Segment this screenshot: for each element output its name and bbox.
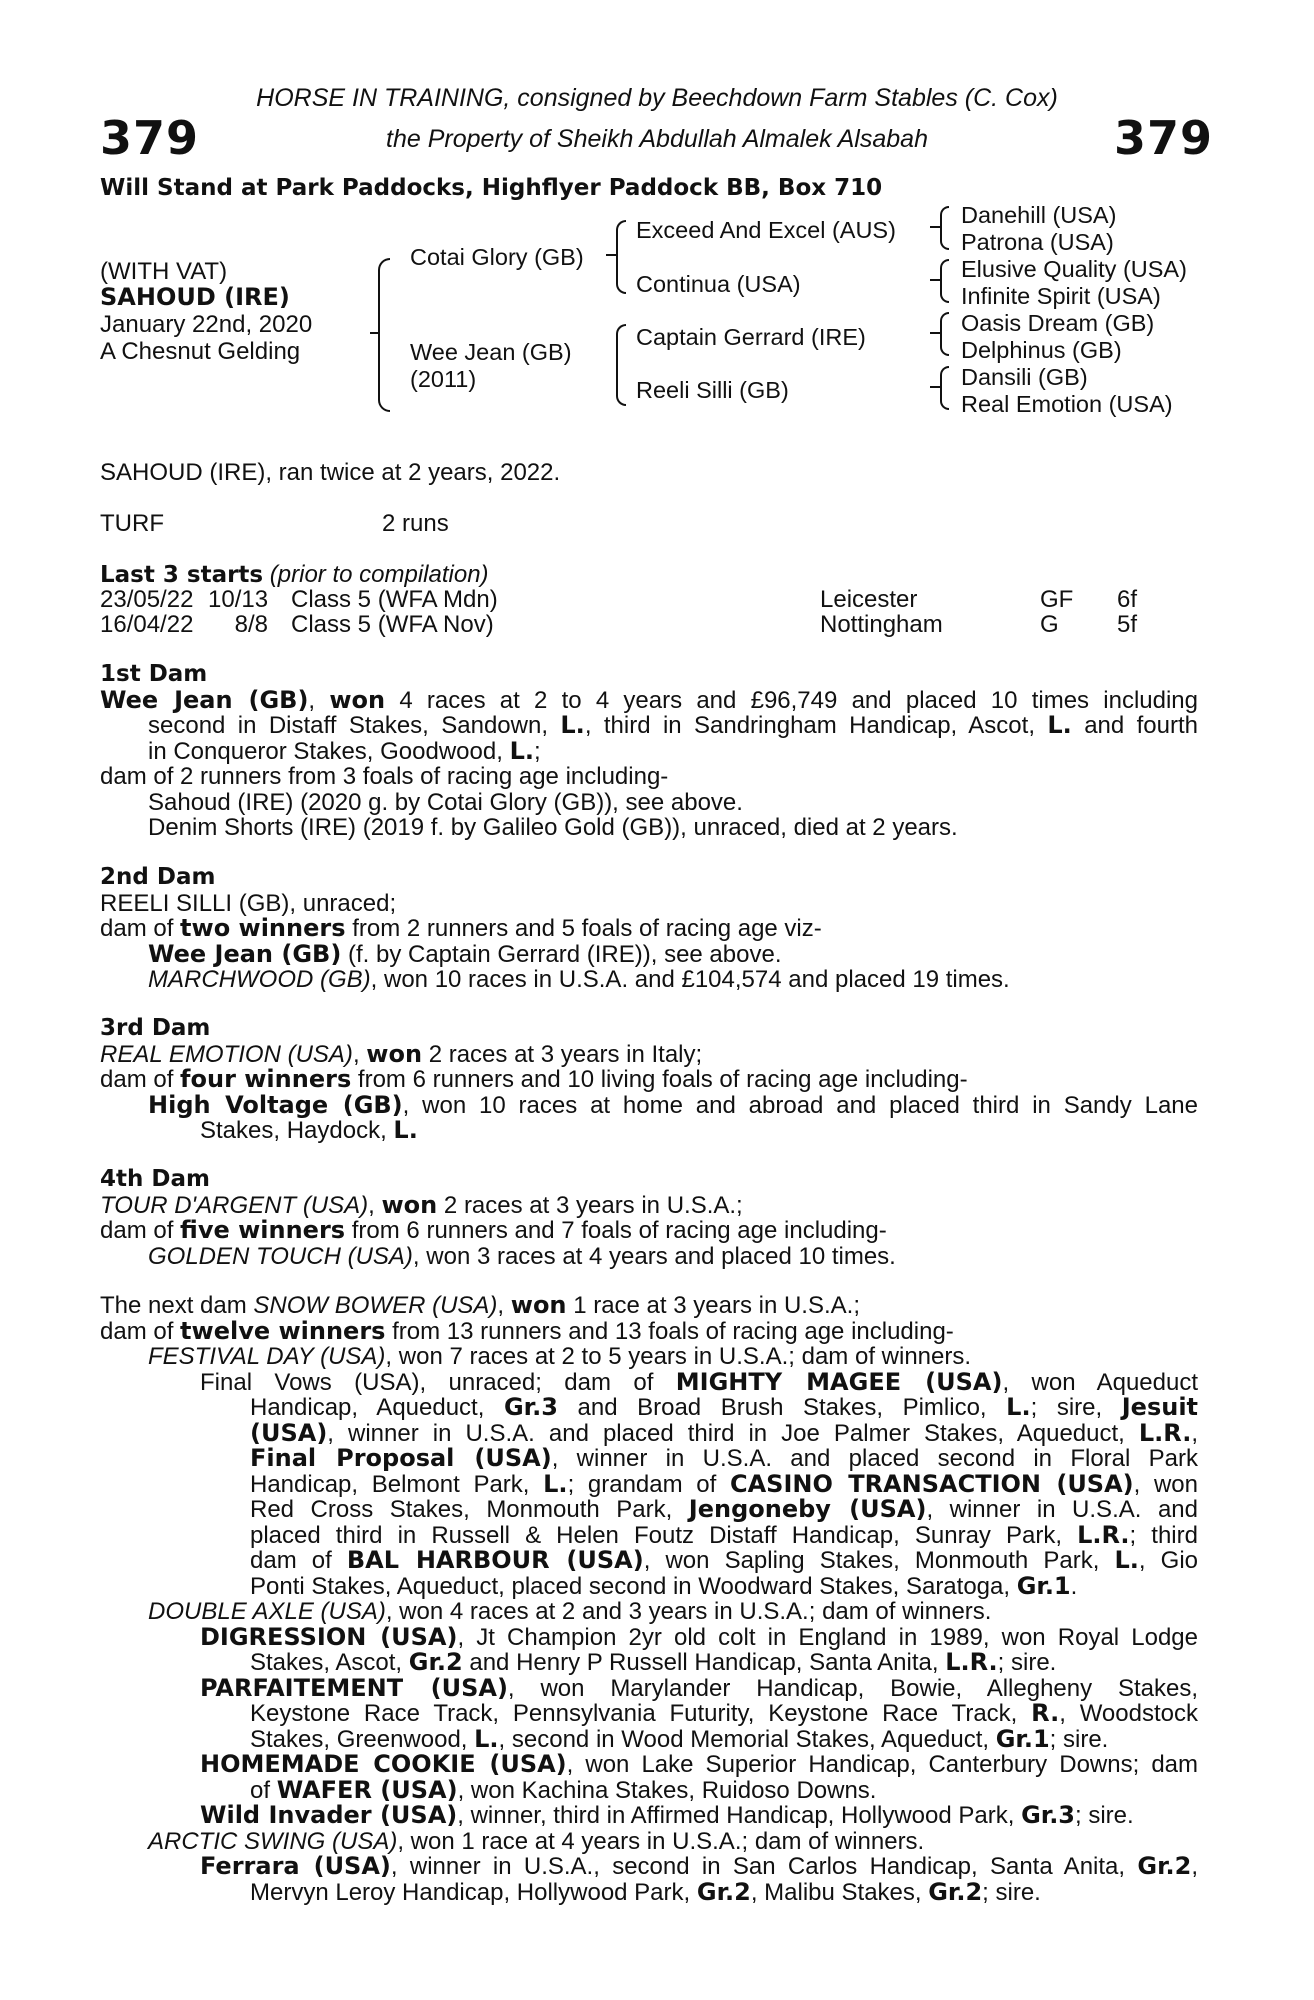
listed-mark: L.	[1114, 1546, 1139, 1574]
grade-mark: Gr.3	[1021, 1801, 1076, 1829]
pedigree-ssd: Patrona (USA)	[961, 229, 1114, 255]
start-going: G	[1040, 611, 1059, 638]
text: dam of	[100, 1217, 174, 1244]
fourth-dam-produce	[100, 1218, 1198, 1244]
horse-name-bold: Jesuit	[1121, 1393, 1199, 1421]
produce-line	[100, 1418, 1198, 1447]
brace-gen1	[378, 258, 390, 412]
horse-name-bold: Wee Jean (GB)	[148, 939, 342, 968]
produce-item	[100, 967, 1198, 993]
text: , won Sapling Stakes, Monmouth Park,	[643, 1547, 1100, 1574]
listed-mark: L.R.	[1077, 1520, 1130, 1549]
text: ,	[368, 1191, 375, 1219]
produce-line	[100, 1469, 1199, 1498]
listed-mark: L.R.	[1138, 1418, 1192, 1447]
winners-count: five winners	[180, 1216, 346, 1244]
second-dam-name: REELI SILLI (GB), unraced;	[100, 889, 397, 917]
text: ,	[352, 1040, 360, 1068]
grade-mark: Gr.2	[408, 1648, 463, 1676]
pedigree-sss: Danehill (USA)	[961, 202, 1117, 228]
next-dam-section	[100, 1293, 1198, 1905]
text: , Gio	[1138, 1547, 1198, 1574]
lot-number-left: 379	[100, 111, 200, 165]
horse-dob: January 22nd, 2020	[100, 311, 313, 338]
brace-dd	[940, 366, 949, 410]
text: in Conqueror Stakes, Goodwood,	[148, 737, 503, 765]
first-dam-line: Wee Jean (GB), won 4 races at 2 to 4 years and £96,749 and placed 10 times including	[100, 685, 1199, 714]
brace-point	[930, 226, 940, 228]
text: , third in Sandringham Handicap, Ascot,	[584, 712, 1035, 739]
horse-name-bold: PARFAITEMENT (USA)	[200, 1673, 508, 1702]
horse-name-bold: DIGRESSION (USA)	[200, 1622, 458, 1651]
listed-mark: L.	[509, 736, 534, 765]
text: 2 races at 3 years in U.S.A.;	[443, 1191, 743, 1219]
pedigree-sdd: Infinite Spirit (USA)	[961, 283, 1161, 309]
produce-line	[100, 1724, 1198, 1753]
text: from 2 runners and 5 foals of racing age viz-	[352, 915, 822, 942]
start-course: Nottingham	[820, 611, 943, 638]
brace-sd	[940, 259, 949, 303]
second-dam-section	[100, 865, 1198, 993]
horse-name-bold: Final Proposal (USA)	[250, 1444, 552, 1472]
listed-mark: L.	[393, 1116, 418, 1144]
text: , won 3 races at 4 years and placed 10 times.	[412, 1242, 896, 1270]
text: from 6 runners and 7 foals of racing age including-	[351, 1217, 887, 1244]
last-starts-note: (prior to compilation)	[269, 561, 489, 588]
produce-item	[100, 1090, 1198, 1119]
horse-name-italic: SNOW BOWER (USA)	[253, 1292, 498, 1319]
text: , second in Wood Memorial Stakes, Aqueduct,	[498, 1725, 990, 1753]
pedigree-dam: Wee Jean (GB)	[410, 339, 572, 365]
restricted-mark: R.	[1031, 1699, 1060, 1727]
horse-name-italic: MARCHWOOD (GB)	[148, 966, 371, 993]
start-position: 8/8	[234, 611, 268, 638]
text: ,	[1191, 1853, 1198, 1880]
text: , Jt Champion 2yr old colt in England in 1989, won Royal Lodge	[457, 1623, 1198, 1651]
produce-item	[100, 1118, 1198, 1144]
second-dam-produce	[100, 916, 1198, 942]
produce-item	[100, 1367, 1199, 1396]
produce-line	[100, 1571, 1198, 1600]
produce-item: Sahoud (IRE) (2020 g. by Cotai Glory (GB)), see above.	[148, 788, 743, 816]
text: Stakes, Ascot,	[250, 1649, 403, 1676]
brace-point	[370, 332, 380, 334]
horse-description: A Chesnut Gelding	[100, 338, 301, 365]
produce-line	[100, 1548, 1198, 1574]
third-dam-heading: 3rd Dam	[100, 1015, 211, 1041]
brace-dam	[616, 324, 626, 406]
winners-count: two winners	[180, 914, 346, 942]
produce-item	[100, 1244, 1198, 1270]
property-line: the Property of Sheikh Abdullah Almalek Alsabah	[386, 125, 928, 153]
first-dam-produce: dam of 2 runners from 3 foals of racing age including-	[100, 763, 669, 790]
text: dam of	[100, 1066, 174, 1093]
third-dam-produce	[100, 1067, 1198, 1093]
text: from 6 runners and 10 living foals of racing age including-	[357, 1066, 968, 1093]
start-date: 16/04/22	[100, 611, 194, 638]
start-course: Leicester	[820, 586, 918, 613]
horse-name-bold: MIGHTY MAGEE (USA)	[675, 1367, 1003, 1396]
next-dam-produce	[100, 1316, 1198, 1345]
produce-item	[100, 1752, 1198, 1778]
produce-line	[100, 1877, 1198, 1906]
start-position: 10/13	[208, 586, 269, 613]
text: from 13 runners and 13 foals of racing age including-	[392, 1317, 954, 1345]
last-starts-title: Last 3 starts	[100, 562, 264, 588]
horse-name-bold: (USA)	[250, 1418, 328, 1447]
text: ; sire.	[982, 1878, 1041, 1906]
text: , won 10 races in U.S.A. and £104,574 and placed 19 times.	[370, 966, 1010, 993]
text: Stakes, Greenwood,	[250, 1725, 468, 1753]
horse-name-bold: BAL HARBOUR (USA)	[346, 1546, 644, 1574]
horse-name-italic: ARCTIC SWING (USA)	[148, 1827, 398, 1855]
produce-line	[100, 1775, 1198, 1804]
horse-name-bold: High Voltage (GB)	[148, 1090, 403, 1119]
produce-item	[100, 939, 1198, 968]
produce-line	[100, 1520, 1198, 1549]
stand-location: Will Stand at Park Paddocks, Highflyer Paddock BB, Box 710	[100, 175, 883, 201]
turf-label: TURF	[100, 510, 164, 537]
horse-name-bold: Wild Invader (USA)	[200, 1801, 458, 1829]
brace-sire	[616, 220, 626, 294]
text: and fourth	[1084, 712, 1198, 739]
listed-mark: L.	[560, 711, 585, 739]
vat-note: (WITH VAT)	[100, 258, 228, 285]
first-dam-text: 4 races at 2 to 4 years and £96,749 and placed 10 times including	[399, 686, 1199, 714]
start-class: Class 5 (WFA Nov)	[291, 611, 494, 638]
first-dam-name: Wee Jean (GB)	[100, 685, 309, 714]
horse-name-italic: FESTIVAL DAY (USA)	[148, 1343, 386, 1370]
text: ,	[497, 1292, 505, 1319]
fourth-dam-section	[100, 1167, 1198, 1269]
horse-name-bold: Jengoneby (USA)	[688, 1495, 927, 1523]
text: , won Kachina Stakes, Ruidoso Downs.	[457, 1776, 877, 1804]
text: of	[250, 1776, 271, 1804]
pedigree-ss: Exceed And Excel (AUS)	[636, 217, 896, 243]
won-label: won	[381, 1190, 438, 1219]
first-dam-line	[100, 713, 1198, 739]
text: ; sire.	[1049, 1725, 1109, 1753]
produce-item	[100, 1803, 1198, 1829]
produce-line	[100, 1650, 1198, 1676]
grade-mark: Gr.2	[1137, 1852, 1192, 1880]
second-dam-heading: 2nd Dam	[100, 864, 216, 890]
text: , winner in U.S.A. and placed third in Joe Palmer Stakes, Aqueduct,	[327, 1419, 1125, 1447]
won-label: won	[510, 1291, 567, 1319]
start-distance: 6f	[1117, 586, 1138, 613]
produce-line	[100, 1701, 1198, 1727]
fourth-dam-heading: 4th Dam	[100, 1166, 210, 1192]
text: , Malibu Stakes,	[750, 1878, 922, 1906]
brace-point	[606, 254, 616, 256]
text: placed third in Russell & Helen Foutz Distaff Handicap, Sunray Park,	[250, 1521, 1063, 1549]
text: 2 races at 3 years in Italy;	[428, 1040, 703, 1068]
third-dam-line	[100, 1039, 1198, 1068]
text: ; grandam of	[567, 1470, 717, 1498]
text: ;	[533, 737, 541, 765]
won-label: won	[366, 1039, 423, 1068]
produce-item	[100, 1854, 1198, 1880]
text: dam of	[100, 1317, 174, 1345]
text: .	[1070, 1572, 1078, 1600]
brace-ss	[940, 206, 949, 250]
text: , won Marylander Handicap, Bowie, Allegheny Stakes,	[507, 1674, 1199, 1702]
pedigree-dds: Dansili (GB)	[961, 364, 1088, 390]
won-label: won	[329, 685, 386, 714]
pedigree-dam-year: (2011)	[410, 366, 477, 392]
produce-item: Denim Shorts (IRE) (2019 f. by Galileo Gold (GB)), unraced, died at 2 years.	[148, 814, 958, 841]
start-going: GF	[1040, 586, 1074, 613]
text: , won	[1133, 1470, 1199, 1498]
text: ; sire,	[1030, 1394, 1103, 1421]
produce-item	[100, 1599, 1198, 1625]
first-dam-line	[100, 736, 1198, 765]
brace-point	[930, 386, 940, 388]
fourth-dam-line	[100, 1190, 1198, 1219]
listed-mark: L.	[543, 1469, 568, 1498]
text: , winner in U.S.A. and	[926, 1496, 1198, 1523]
third-dam-section	[100, 1016, 1198, 1144]
winners-count: four winners	[180, 1065, 352, 1093]
pedigree-dss: Oasis Dream (GB)	[961, 310, 1155, 336]
text: dam of	[100, 915, 174, 942]
pedigree-sd: Continua (USA)	[636, 271, 801, 297]
listed-mark: L.	[1047, 711, 1072, 739]
first-dam-heading: 1st Dam	[100, 661, 208, 687]
text: Keystone Race Track, Pennsylvania Futurity, Keystone Race Track,	[250, 1700, 1018, 1727]
listed-mark: L.	[1006, 1393, 1031, 1421]
horse-name: SAHOUD (IRE)	[100, 283, 290, 311]
text: , won 1 race at 4 years in U.S.A.; dam of winners.	[397, 1827, 925, 1855]
pedigree-dd: Reeli Silli (GB)	[636, 377, 789, 403]
last-starts-heading	[100, 562, 489, 589]
text: , won 7 races at 2 to 5 years in U.S.A.; dam of winners.	[385, 1343, 972, 1370]
text: ,	[1191, 1419, 1198, 1447]
listed-mark: L.R.	[945, 1648, 998, 1676]
text: Ponti Stakes, Aqueduct, placed second in Woodward Stakes, Saratoga,	[250, 1572, 1011, 1600]
text: , won Aqueduct	[1002, 1368, 1199, 1396]
consignment-line: HORSE IN TRAINING, consigned by Beechdown Farm Stables (C. Cox)	[256, 84, 1058, 112]
grade-mark: Gr.2	[696, 1877, 751, 1906]
listed-mark: L.	[474, 1724, 499, 1753]
horse-name-bold: CASINO TRANSACTION (USA)	[729, 1469, 1134, 1498]
start-class: Class 5 (WFA Mdn)	[291, 586, 498, 613]
race-summary: SAHOUD (IRE), ran twice at 2 years, 2022.	[100, 459, 561, 486]
grade-mark: Gr.1	[1016, 1571, 1071, 1600]
brace-ds	[940, 312, 949, 356]
text: Mervyn Leroy Handicap, Hollywood Park,	[250, 1878, 691, 1906]
text: Stakes, Haydock,	[200, 1117, 387, 1144]
start-date: 23/05/22	[100, 586, 194, 613]
text: (f. by Captain Gerrard (IRE)), see above.	[347, 940, 782, 968]
text: , won Lake Superior Handicap, Canterbury Downs; dam	[566, 1751, 1199, 1778]
text: , winner in U.S.A. and placed second in Floral Park	[551, 1445, 1198, 1472]
next-dam-line	[100, 1293, 1198, 1319]
text: Final Vows (USA), unraced; dam of	[200, 1368, 654, 1396]
start-distance: 5f	[1117, 611, 1138, 638]
text: The next dam	[100, 1292, 247, 1319]
text: ; sire.	[1075, 1802, 1134, 1829]
horse-name-italic: GOLDEN TOUCH (USA)	[148, 1242, 413, 1270]
pedigree-sds: Elusive Quality (USA)	[961, 256, 1187, 282]
winners-count: twelve winners	[180, 1316, 386, 1345]
pedigree-dsd: Delphinus (GB)	[961, 337, 1122, 363]
text: , won 10 races at home and abroad and placed third in Sandy Lane	[402, 1091, 1198, 1119]
brace-point	[930, 332, 940, 334]
text: second in Distaff Stakes, Sandown,	[148, 712, 548, 739]
text: and Henry P Russell Handicap, Santa Anita,	[469, 1649, 939, 1676]
pedigree-sire: Cotai Glory (GB)	[410, 244, 584, 270]
text: , winner in U.S.A., second in San Carlos Handicap, Santa Anita,	[390, 1853, 1126, 1880]
text: , Woodstock	[1059, 1700, 1198, 1727]
produce-line	[100, 1497, 1198, 1523]
grade-mark: Gr.1	[995, 1724, 1050, 1753]
text: ; third	[1129, 1521, 1198, 1549]
produce-line	[100, 1446, 1198, 1472]
first-dam-section	[100, 662, 1198, 841]
grade-mark: Gr.2	[928, 1877, 983, 1906]
produce-line	[100, 1395, 1198, 1421]
turf-value: 2 runs	[382, 510, 449, 537]
produce-item	[100, 1344, 1198, 1370]
pedigree-ddd: Real Emotion (USA)	[961, 391, 1173, 417]
text: , won 4 races at 2 and 3 years in U.S.A.; dam of winners.	[385, 1598, 992, 1625]
text: Handicap, Aqueduct,	[250, 1394, 485, 1421]
brace-point	[930, 279, 940, 281]
text: 1 race at 3 years in U.S.A.;	[573, 1292, 860, 1319]
produce-item	[100, 1829, 1198, 1855]
horse-name-bold: HOMEMADE COOKIE (USA)	[200, 1750, 567, 1778]
text: Red Cross Stakes, Monmouth Park,	[250, 1496, 673, 1523]
pedigree-ds: Captain Gerrard (IRE)	[636, 324, 866, 350]
text: , winner, third in Affirmed Handicap, Hollywood Park,	[457, 1802, 1015, 1829]
text: and Broad Brush Stakes, Pimlico,	[577, 1394, 987, 1421]
produce-item	[100, 1673, 1199, 1702]
horse-name-bold: WAFER (USA)	[276, 1775, 458, 1804]
text: ; sire.	[997, 1649, 1057, 1676]
text: Handicap, Belmont Park,	[250, 1470, 530, 1498]
text: dam of	[250, 1547, 332, 1574]
horse-name-italic: TOUR D'ARGENT (USA)	[100, 1191, 369, 1219]
produce-item	[100, 1622, 1198, 1651]
lot-number-right: 379	[1114, 111, 1214, 165]
grade-mark: Gr.3	[503, 1393, 558, 1421]
horse-name-italic: REAL EMOTION (USA)	[100, 1040, 353, 1068]
horse-name-italic: DOUBLE AXLE (USA)	[148, 1598, 386, 1625]
horse-name-bold: Ferrara (USA)	[200, 1852, 391, 1880]
